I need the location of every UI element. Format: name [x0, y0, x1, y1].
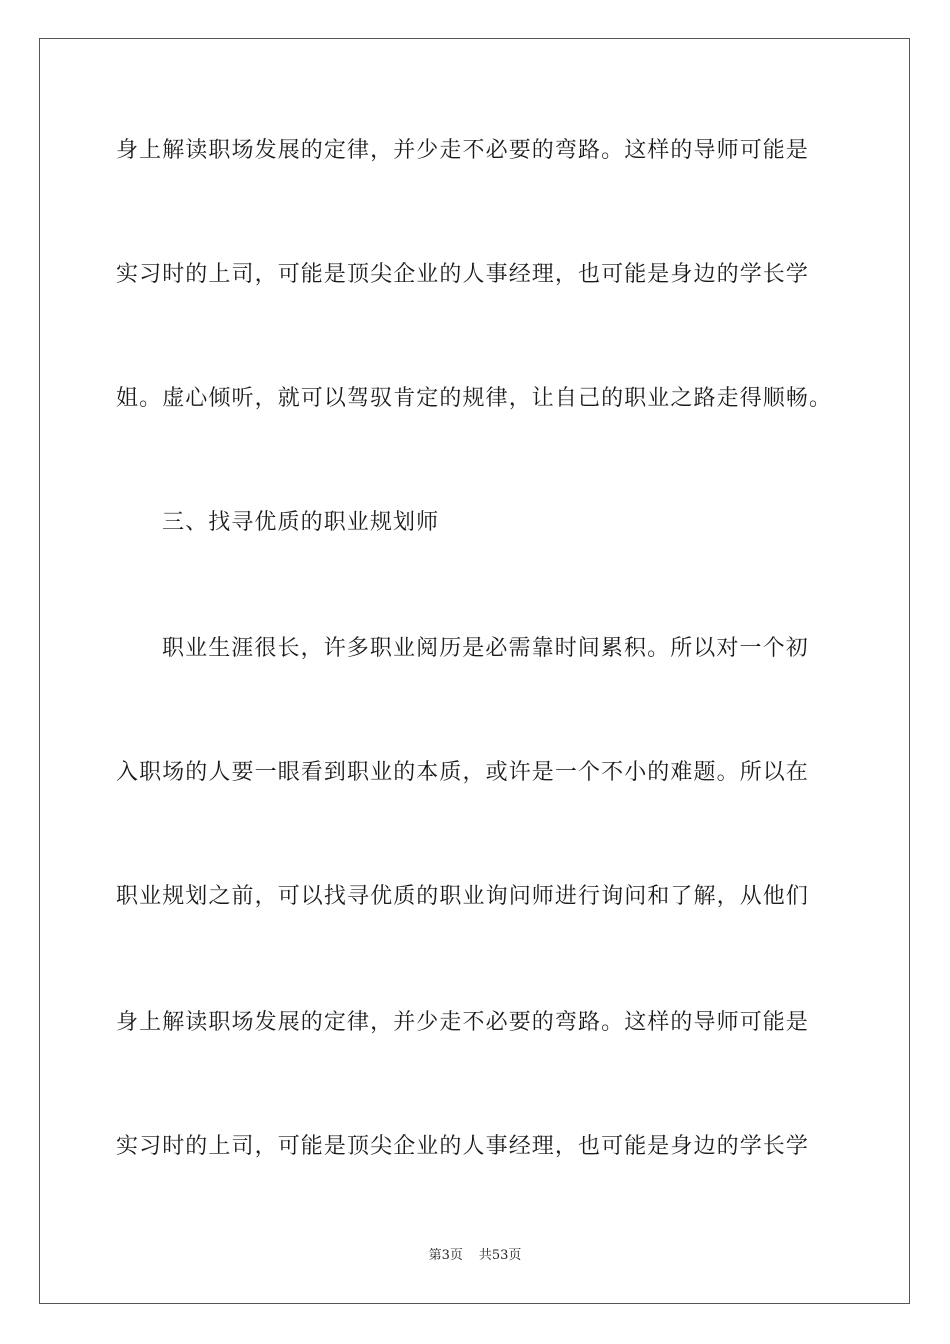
body-text-line: 实习时的上司，可能是顶尖企业的人事经理，也可能是身边的学长学	[116, 1134, 810, 1159]
body-text-line: 身上解读职场发展的定律，并少走不必要的弯路。这样的导师可能是	[116, 1010, 810, 1035]
body-text-line: 实习时的上司，可能是顶尖企业的人事经理，也可能是身边的学长学	[116, 262, 810, 287]
body-text-line: 职业生涯很长，许多职业阅历是必需靠时间累积。所以对一个初	[162, 636, 809, 661]
body-text-line: 职业规划之前，可以找寻优质的职业询问师进行询问和了解，从他们	[116, 884, 810, 909]
total-pages: 共53页	[478, 1248, 522, 1263]
page-footer	[0, 1247, 950, 1265]
body-text-line: 姐。虚心倾听，就可以驾驭肯定的规律，让自己的职业之路走得顺畅。	[116, 386, 833, 411]
page-number: 第3页	[428, 1248, 463, 1263]
body-text-line: 入职场的人要一眼看到职业的本质，或许是一个不小的难题。所以在	[116, 760, 810, 785]
section-heading: 三、找寻优质的职业规划师	[162, 510, 440, 535]
body-text-line: 身上解读职场发展的定律，并少走不必要的弯路。这样的导师可能是	[116, 138, 810, 163]
page-border	[39, 38, 910, 1304]
